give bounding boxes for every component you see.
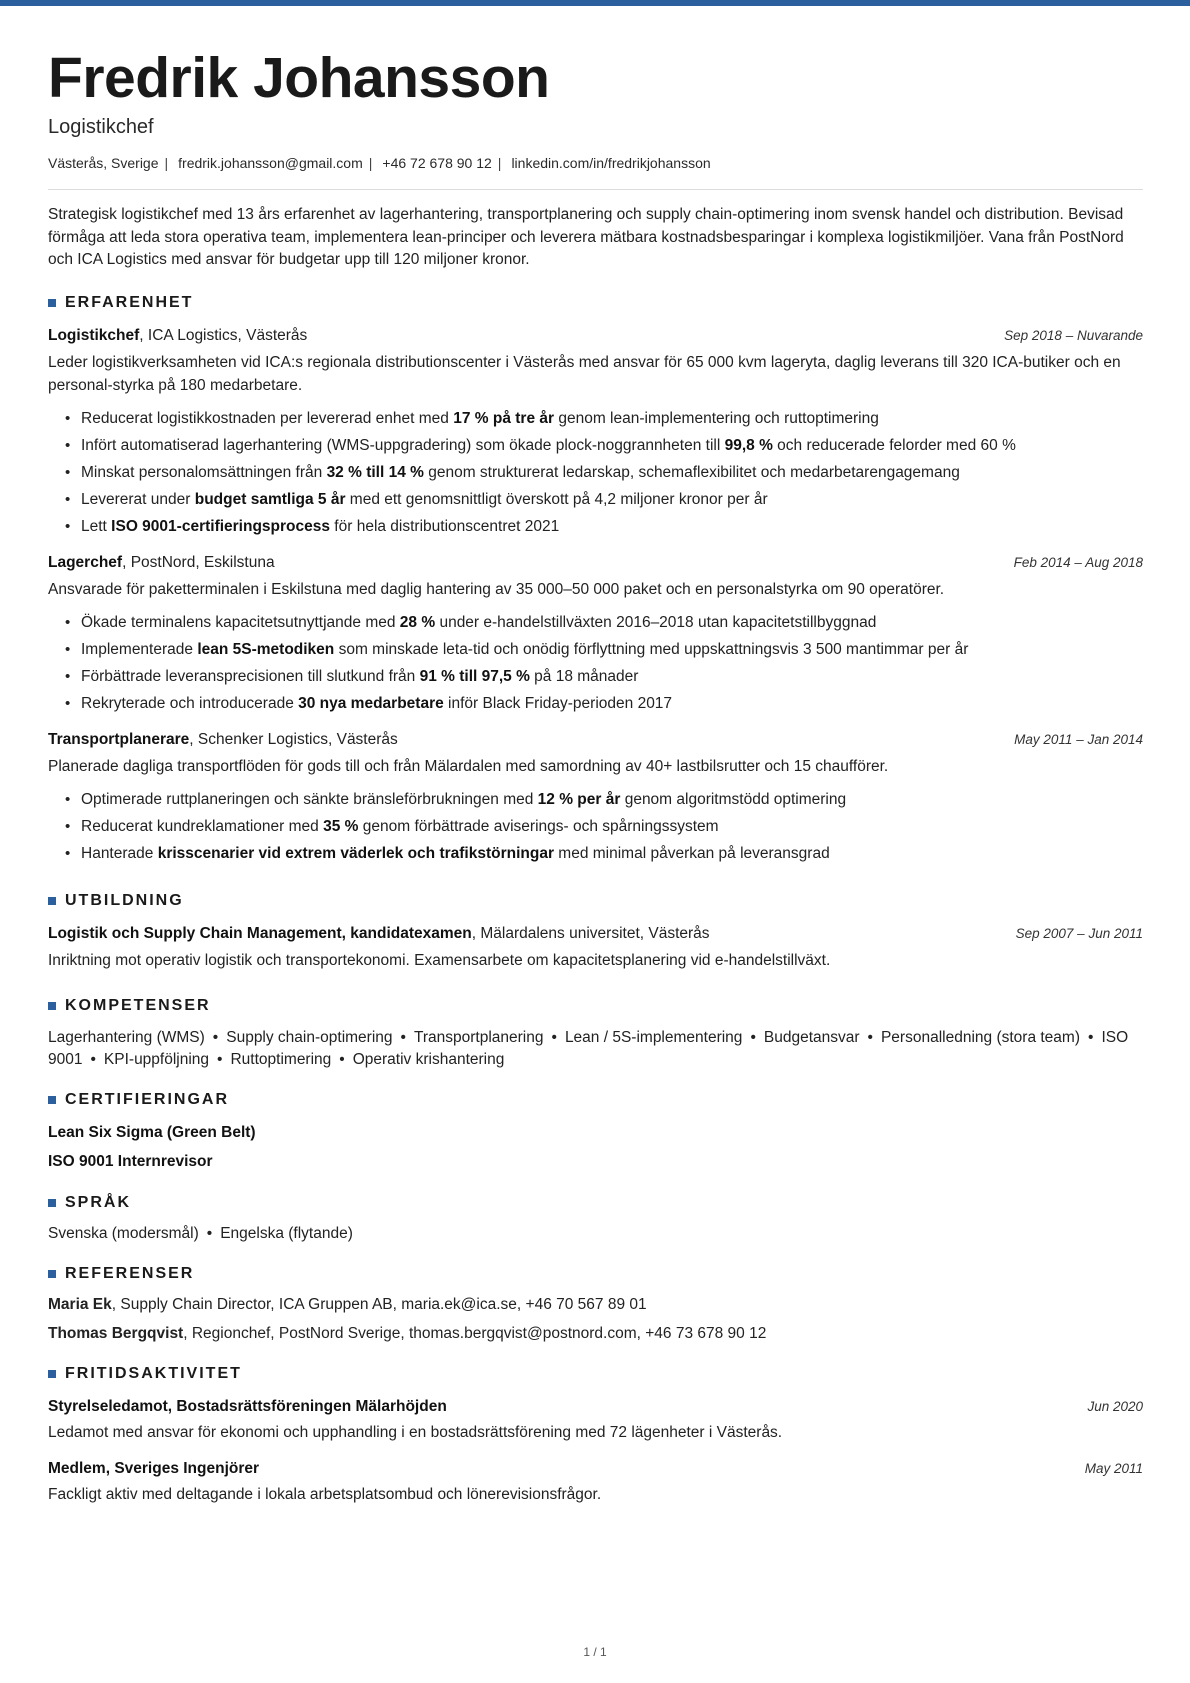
section-title-text: CERTIFIERINGAR [65,1091,229,1108]
reference-name: Maria Ek [48,1296,112,1313]
page-number: 1 / 1 [583,1645,607,1659]
section-title-text: UTBILDNING [65,892,184,909]
list-item: • Minskat personalomsättningen från 32 % till 14 % genom strukturerat ledarskap, schemaflexibilitet och medarbetarengagemang [48,459,1143,486]
list-item: • Lett ISO 9001-certifieringsprocess för hela distributionscentret 2021 [48,513,1143,540]
certification-item: Lean Six Sigma (Green Belt) [48,1124,256,1141]
job-date: Feb 2014 – Aug 2018 [1013,555,1143,570]
reference-detail: , Supply Chain Director, ICA Gruppen AB, maria.ek@ica.se, +46 70 567 89 01 [111,1296,647,1313]
contact-location: Västerås, Sverige [48,155,159,171]
job-achievements [48,786,1143,867]
list-item: • Rekryterade och introducerade 30 nya medarbetare inför Black Friday-perioden 2017 [48,690,1143,717]
job-description: Ansvarade för paketterminalen i Eskilstuna med daglig hantering av 35 000–50 000 paket och en personalstyrka om 90 operatörer. [48,581,945,598]
job-title: Lagerchef [48,554,123,571]
languages-list: Svenska (modersmål) • Engelska (flytande) [48,1225,353,1242]
section-marker-icon [48,897,56,905]
section-title-text: REFERENSER [65,1265,195,1282]
list-item: • Reducerat kundreklamationer med 35 % genom förbättrade aviserings- och spårningssystem [48,813,1143,840]
skill-item: Transportplanering [413,1029,544,1046]
skills-list: Lagerhantering (WMS) • Supply chain-optimering • Transportplanering • Lean / 5S-implementering • Budgetansvar • Personalledning (stora team) • ISO 9001 • KPI-uppföljning • Ruttoptimering • Operativ krishantering [48,1029,1129,1068]
skill-item: Lean / 5S-implementering [564,1029,743,1046]
section-title-skills [48,997,211,1015]
list-item: • Levererat under budget samtliga 5 år med ett genomsnittligt överskott på 4,2 miljoner kronor per år [48,486,1143,513]
section-title-languages [48,1194,131,1212]
skill-item: Supply chain-optimering [226,1029,393,1046]
contact-separator: | [368,155,373,171]
leisure-title: Styrelseledamot, Bostadsrättsföreningen Mälarhöjden [48,1398,447,1415]
job-achievements [48,609,1143,717]
section-title-certifications [48,1091,229,1109]
section-title-text: ERFARENHET [65,294,194,311]
job-org: , Schenker Logistics, Västerås [189,731,398,748]
contact-separator: | [164,155,169,171]
contact-line [48,155,711,171]
list-item: • Optimerade ruttplaneringen och sänkte bränsleförbrukningen med 12 % per år genom algoritmstödd optimering [48,786,1143,813]
reference-item [48,1325,1143,1343]
job-header [48,554,1143,572]
job-header [48,327,1143,345]
leisure-date: May 2011 [1084,1461,1143,1476]
list-item: • Implementerade lean 5S-metodiken som minskade leta-tid och onödig förflyttning med uppskattningsvis 3 500 mantimmar per år [48,636,1143,663]
section-marker-icon [48,299,56,307]
leisure-description: Fackligt aktiv med deltagande i lokala arbetsplatsombud och lönerevisionsfrågor. [48,1486,602,1503]
reference-item [48,1296,1143,1314]
education-header [48,925,1143,943]
leisure-header [48,1460,1143,1478]
certification-item: ISO 9001 Internrevisor [48,1153,213,1170]
top-accent-bar [0,0,1190,6]
skill-item: Ruttoptimering [230,1051,332,1068]
skill-item: Operativ krishantering [352,1051,505,1068]
education-date: Sep 2007 – Jun 2011 [1015,926,1143,941]
section-title-text: KOMPETENSER [65,997,211,1014]
leisure-description: Ledamot med ansvar för ekonomi och upphandling i en bostadsrättsförening med 72 lägenheter i Västerås. [48,1424,783,1441]
skill-item: Budgetansvar [763,1029,860,1046]
leisure-title: Medlem, Sveriges Ingenjörer [48,1460,260,1477]
reference-name: Thomas Bergqvist [48,1325,184,1342]
section-title-references [48,1265,194,1283]
profile-summary: Strategisk logistikchef med 13 års erfarenhet av lagerhantering, transportplanering och supply chain-optimering inom svensk handel och distribution. Bevisad förmåga att leda stora operativa team, implementera lean-principer och leverera mätbara kostnadsbesparingar i komplexa logistikmiljöer. Vana från PostNord och ICA Logistics med ansvar för budgetar upp till 120 miljoner kronor. [48,206,1124,268]
language-item: Engelska (flytande) [220,1225,353,1242]
job-title: Transportplanerare [48,731,190,748]
candidate-role: Logistikchef [48,116,154,138]
job-title: Logistikchef [48,327,140,344]
skill-item: KPI-uppföljning [103,1051,210,1068]
section-marker-icon [48,1096,56,1104]
contact-phone[interactable]: +46 72 678 90 12 [382,155,492,171]
job-date: Sep 2018 – Nuvarande [1004,328,1143,343]
list-item: • Reducerat logistikkostnaden per levererad enhet med 17 % på tre år genom lean-implementering och ruttoptimering [48,405,1143,432]
contact-separator: | [497,155,502,171]
leisure-date: Jun 2020 [1087,1399,1143,1414]
job-description: Planerade dagliga transportflöden för gods till och från Mälardalen med samordning av 40+ lastbilsrutter och 15 chaufförer. [48,758,889,775]
skill-item: Personalledning (stora team) [880,1029,1080,1046]
contact-email[interactable]: fredrik.johansson@gmail.com [178,155,363,171]
list-item: • Infört automatiserad lagerhantering (WMS-uppgradering) som ökade plock-noggrannheten till 99,8 % och reducerade felorder med 60 % [48,432,1143,459]
reference-detail: , Regionchef, PostNord Sverige, thomas.bergqvist@postnord.com, +46 73 678 90 12 [183,1325,767,1342]
language-item: Svenska (modersmål) [48,1225,199,1242]
list-item: • Hanterade krisscenarier vid extrem väderlek och trafikstörningar med minimal påverkan på leveransgrad [48,840,1143,867]
education-school: , Mälardalens universitet, Västerås [471,925,710,942]
contact-linkedin[interactable]: linkedin.com/in/fredrikjohansson [511,155,711,171]
job-header [48,731,1143,749]
education-degree: Logistik och Supply Chain Management, kandidatexamen [48,925,472,942]
job-achievements [48,405,1143,540]
section-title-text: SPRÅK [65,1194,132,1211]
list-item: • Förbättrade leveransprecisionen till slutkund från 91 % till 97,5 % på 18 månader [48,663,1143,690]
job-date: May 2011 – Jan 2014 [1014,732,1143,747]
candidate-name: Fredrik Johansson [48,46,550,110]
section-title-education [48,892,184,910]
section-marker-icon [48,1270,56,1278]
job-description: Leder logistikverksamheten vid ICA:s regionala distributionscenter i Västerås med ansvar för 65 000 kvm lageryta, daglig leverans till 320 ICA-butiker och en personal-styrka på 180 medarbetare. [48,354,1121,394]
leisure-header [48,1398,1143,1416]
section-title-text: FRITIDSAKTIVITET [65,1365,242,1382]
section-title-leisure [48,1365,242,1383]
job-org: , PostNord, Eskilstuna [122,554,275,571]
section-marker-icon [48,1370,56,1378]
header-divider [48,189,1143,190]
section-marker-icon [48,1002,56,1010]
skill-item: Lagerhantering (WMS) [48,1029,205,1046]
education-description: Inriktning mot operativ logistik och transportekonomi. Examensarbete om kapacitetsplanering vid e-handelstillväxt. [48,952,831,969]
section-title-experience [48,294,193,312]
skill-item: ISO 9001 [48,1029,1129,1068]
section-marker-icon [48,1199,56,1207]
list-item: • Ökade terminalens kapacitetsutnyttjande med 28 % under e-handelstillväxten 2016–2018 utan kapacitetstillbyggnad [48,609,1143,636]
job-org: , ICA Logistics, Västerås [139,327,308,344]
